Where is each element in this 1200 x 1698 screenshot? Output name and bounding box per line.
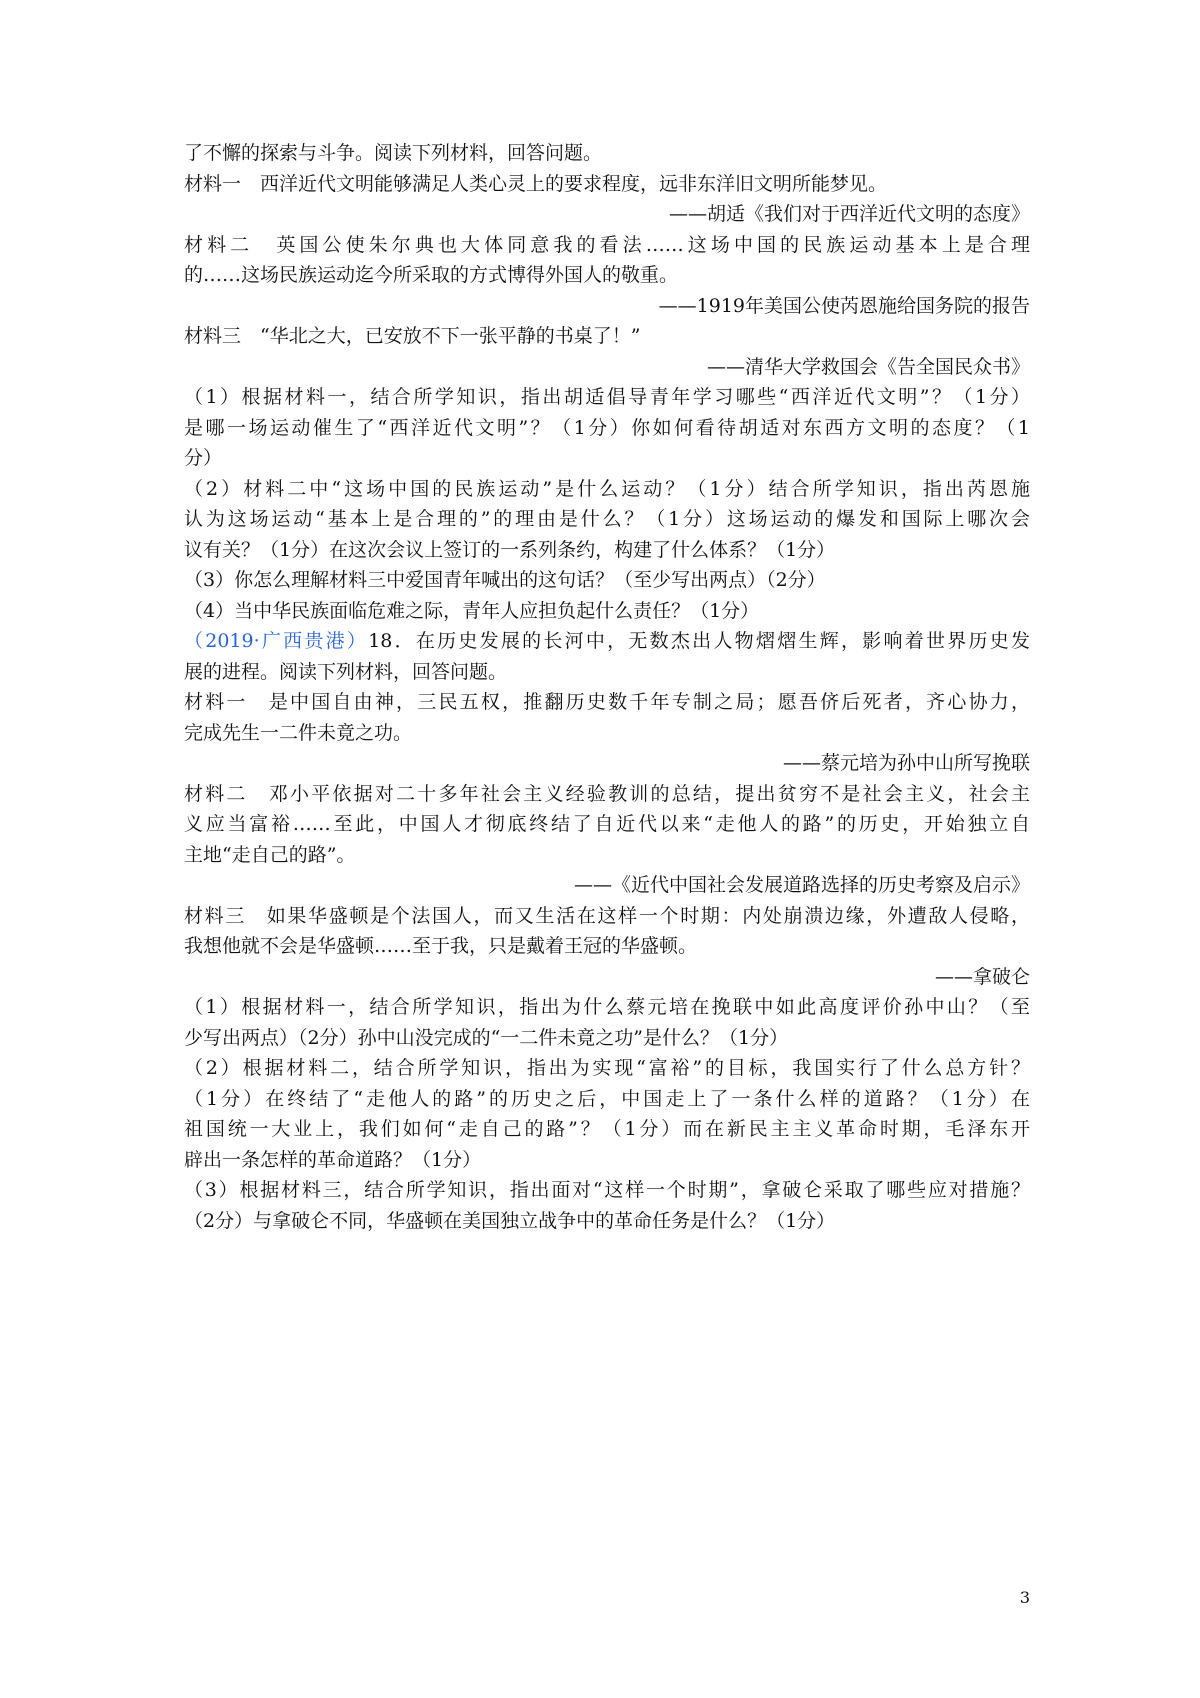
q18-material2-citation: ——《近代中国社会发展道路选择的历史考察及启示》 <box>573 874 1030 896</box>
q17-material2-line2: 的……这场民族运动迄今所采取的方式博得外国人的敬重。 <box>184 264 679 286</box>
q18-material2-line2: 义应当富裕……至此，中国人才彻底终结了自近代以来“走他人的路”的历史，开始独立自 <box>184 813 1030 835</box>
page-number: 3 <box>1019 1588 1030 1607</box>
q18-material1-citation: ——蔡元培为孙中山所写挽联 <box>782 752 1030 774</box>
q18-material3-line1: 材料三 如果华盛顿是个法国人，而又生活在这样一个时期：内处崩溃边缘，外遭敌人侵略， <box>184 904 1030 927</box>
q18-material1-line1: 材料一 是中国自由神，三民五权，推翻历史数千年专制之局；愿吾侪后死者，齐心协力， <box>184 691 1030 713</box>
q18-question1-line2: 少写出两点）（2分）孙中山没完成的“一二件未竟之功”是什么？（1分） <box>184 1026 789 1049</box>
q17-material2-citation: ——1919年美国公使芮恩施给国务院的报告 <box>658 294 1030 317</box>
q17-question2-line3: 议有关？（1分）在这次会议上签订的一系列条约，构建了什么体系？（1分） <box>184 538 836 561</box>
q18-header-line1-rest: 18．在历史发展的长河中，无数杰出人物熠熠生辉，影响着世界历史发 <box>368 630 1030 652</box>
q18-material3-line2: 我想他就不会是华盛顿……至于我，只是戴着王冠的华盛顿。 <box>184 935 698 957</box>
q17-question1-line3: 分） <box>184 447 223 469</box>
q17-question4: （4）当中华民族面临危难之际，青年人应担负起什么责任？（1分） <box>184 599 760 622</box>
q18-question1-line1: （1）根据材料一，结合所学知识，指出为什么蔡元培在挽联中如此高度评价孙中山？（至 <box>184 996 1030 1018</box>
q17-question1-line2: 是哪一场运动催生了“西洋近代文明”？（1分）你如何看待胡适对东西方文明的态度？（1 <box>184 416 1030 439</box>
intro-line: 了不懈的探索与斗争。阅读下列材料，回答问题。 <box>184 142 603 164</box>
q18-question2-line1: （2）根据材料二，结合所学知识，指出为实现“富裕”的目标，我国实行了什么总方针？ <box>184 1057 1030 1079</box>
page-content <box>184 138 1030 1236</box>
q18-question2-line2: （1分）在终结了“走他人的路”的历史之后，中国走上了一条什么样的道路？（1分）在 <box>184 1087 1030 1110</box>
q18-question2-line3: 祖国统一大业上，我们如何“走自己的路”？（1分）而在新民主主义革命时期，毛泽东开 <box>184 1118 1030 1140</box>
q18-question2-line4: 辟出一条怎样的革命道路？（1分） <box>184 1148 482 1171</box>
q18-question3-line2: （2分）与拿破仑不同，华盛顿在美国独立战争中的革命任务是什么？（1分） <box>184 1209 836 1232</box>
q17-material2-line1: 材料二 英国公使朱尔典也大体同意我的看法……这场中国的民族运动基本上是合理 <box>184 233 1030 256</box>
q17-material3-text: 材料三 “华北之大，已安放不下一张平静的书桌了！” <box>184 325 641 347</box>
q17-question2-line2: 认为这场运动“基本上是合理的”的理由是什么？（1分）这场运动的爆发和国际上哪次会 <box>184 508 1030 530</box>
q18-header-line1 <box>184 626 1030 657</box>
q18-material1-line2: 完成先生一二件未竟之功。 <box>184 721 413 744</box>
q18-header-line2: 展的进程。阅读下列材料，回答问题。 <box>184 660 508 683</box>
q17-question2-line1: （2）材料二中“这场中国的民族运动”是什么运动？（1分）结合所学知识，指出芮恩施 <box>184 477 1030 500</box>
q18-question3-line1: （3）根据材料三，结合所学知识，指出面对“这样一个时期”，拿破仑采取了哪些应对措施？ <box>184 1179 1030 1201</box>
q17-question3: （3）你怎么理解材料三中爱国青年喊出的这句话？（至少写出两点）（2分） <box>184 569 826 591</box>
q18-material3-citation: ——拿破仑 <box>934 965 1030 988</box>
q18-source-tag: （2019·广西贵港） <box>184 630 369 652</box>
q17-question1-line1: （1）根据材料一，结合所学知识，指出胡适倡导青年学习哪些“西洋近代文明”？（1分） <box>184 386 1030 408</box>
q17-material1-text: 材料一 西洋近代文明能够满足人类心灵上的要求程度，远非东洋旧文明所能梦见。 <box>184 172 888 195</box>
q18-material2-line3: 主地“走自己的路”。 <box>184 843 356 866</box>
q17-material1-citation: ——胡适《我们对于西洋近代文明的态度》 <box>668 203 1030 225</box>
q17-material3-citation: ——清华大学救国会《告全国民众书》 <box>706 355 1030 378</box>
q18-material2-line1: 材料二 邓小平依据对二十多年社会主义经验教训的总结，提出贫穷不是社会主义，社会主 <box>184 782 1030 805</box>
